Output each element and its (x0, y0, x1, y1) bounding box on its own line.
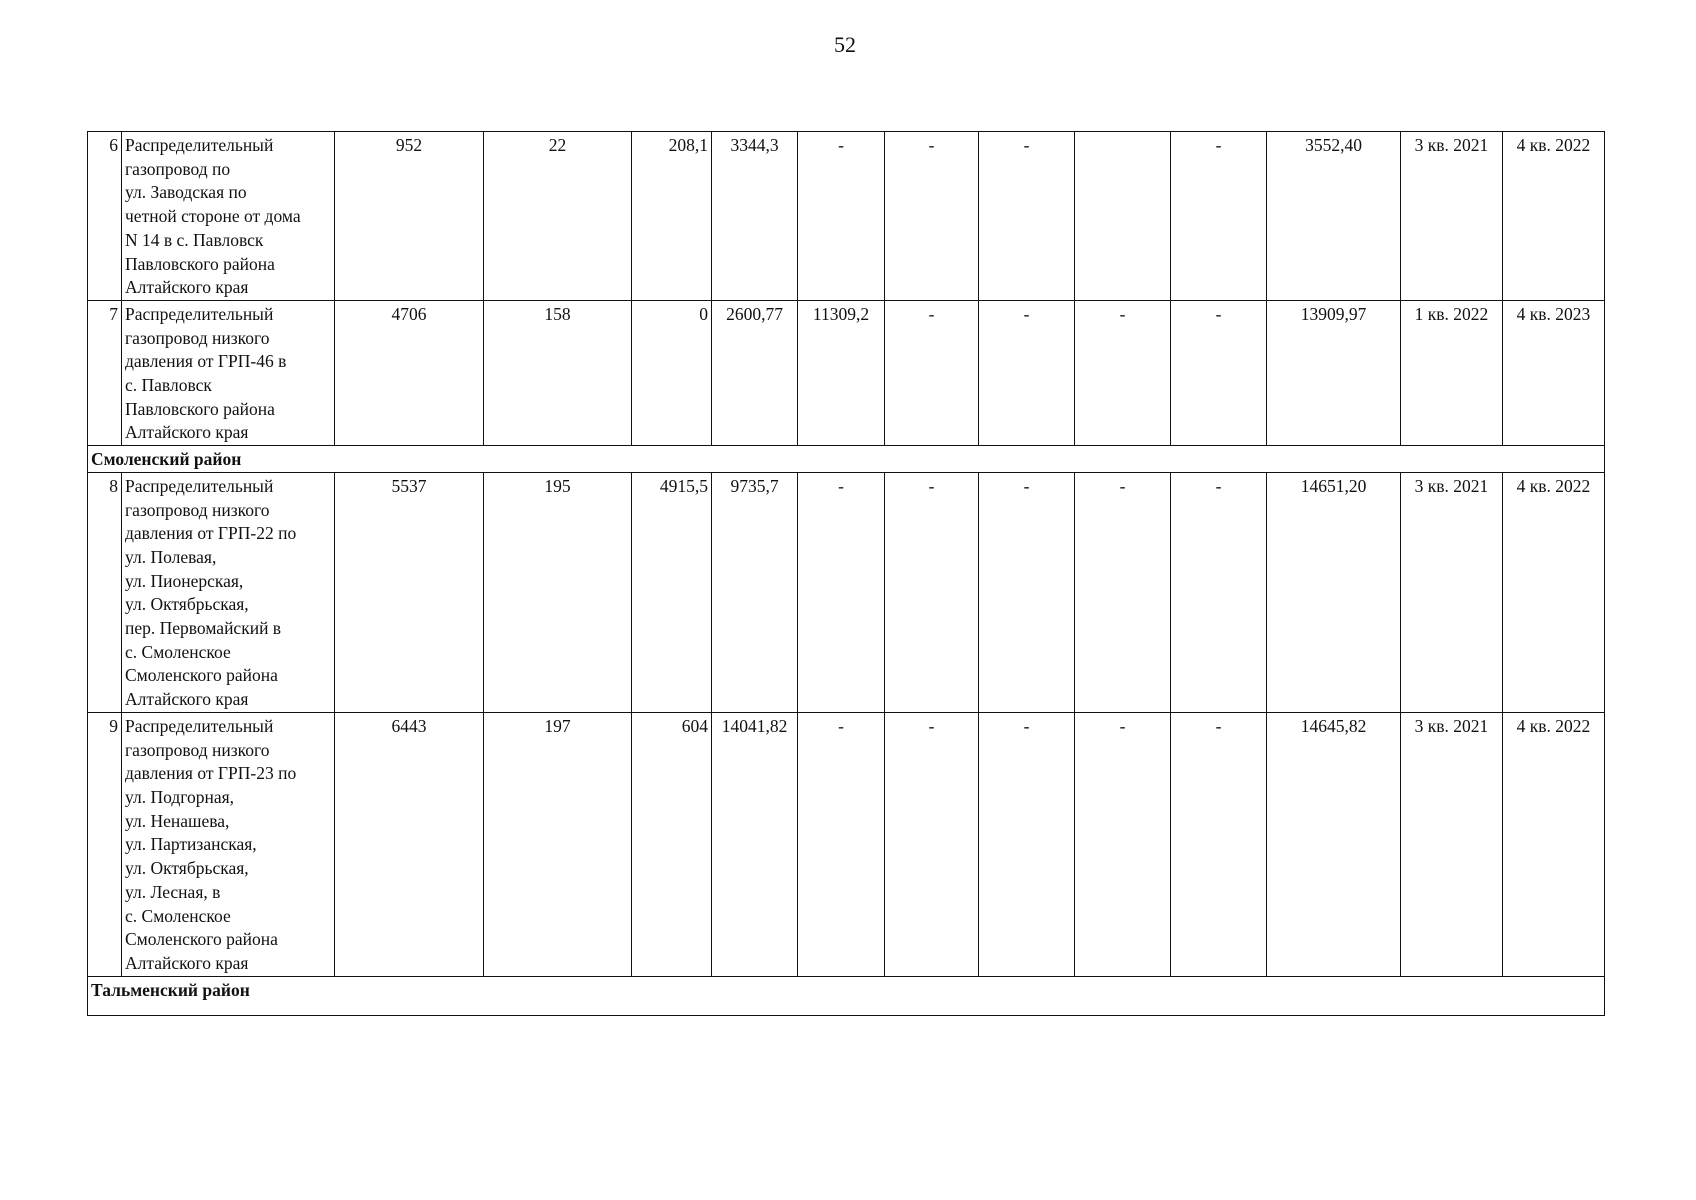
object-name (122, 300, 335, 445)
value-cell: 5537 (335, 472, 484, 712)
value-cell: 2600,77 (712, 300, 798, 445)
object-name-line: ул. Октябрьская, (125, 858, 249, 879)
value-cell: - (885, 300, 979, 445)
object-name-line: ул. Октябрьская, (125, 594, 249, 615)
value-cell: - (979, 712, 1075, 976)
value-cell: 3552,40 (1267, 132, 1401, 301)
value-cell: 1 кв. 2022 (1401, 300, 1503, 445)
object-name-line: с. Смоленское (125, 641, 231, 662)
object-name-line: Распределительный (125, 303, 274, 324)
object-name-line: давления от ГРП-23 по (125, 763, 297, 784)
row-number: 9 (88, 712, 122, 976)
value-cell: 4706 (335, 300, 484, 445)
row-number: 6 (88, 132, 122, 301)
region-title: Тальменский район (88, 976, 1605, 1015)
object-name-line: Алтайского края (125, 952, 249, 973)
value-cell: 4 кв. 2022 (1503, 132, 1605, 301)
object-name-line: ул. Партизанская, (125, 834, 257, 855)
value-cell: - (979, 472, 1075, 712)
object-name (122, 712, 335, 976)
object-name-line: газопровод низкого (125, 327, 270, 348)
region-title: Смоленский район (88, 446, 1605, 473)
object-name-line: Распределительный (125, 135, 274, 155)
object-name-line: давления от ГРП-22 по (125, 523, 297, 544)
object-name-line: Распределительный (125, 715, 274, 736)
object-name-line: N 14 в с. Павловск (125, 229, 264, 250)
object-name-line: газопровод по (125, 158, 231, 179)
region-row (88, 446, 1605, 473)
value-cell: 952 (335, 132, 484, 301)
object-name-line: газопровод низкого (125, 499, 270, 520)
object-name-line: Павловского района (125, 253, 275, 274)
value-cell: - (1075, 712, 1171, 976)
value-cell: - (1075, 300, 1171, 445)
value-cell: 14645,82 (1267, 712, 1401, 976)
value-cell: 9735,7 (712, 472, 798, 712)
object-name-line: Смоленского района (125, 929, 278, 950)
object-name-line: ул. Полевая, (125, 546, 217, 567)
value-cell: - (1171, 132, 1267, 301)
value-cell: 604 (632, 712, 712, 976)
value-cell: - (798, 712, 885, 976)
value-cell: 3 кв. 2021 (1401, 132, 1503, 301)
object-name (122, 132, 335, 301)
value-cell: - (1171, 472, 1267, 712)
value-cell: 14651,20 (1267, 472, 1401, 712)
object-name-line: пер. Первомайский в (125, 618, 282, 639)
value-cell: - (979, 132, 1075, 301)
object-name-line: газопровод низкого (125, 739, 270, 760)
value-cell: 4915,5 (632, 472, 712, 712)
object-name-line: ул. Подгорная, (125, 786, 235, 807)
object-name-line: Алтайского края (125, 689, 249, 710)
value-cell: 158 (484, 300, 632, 445)
value-cell: 11309,2 (798, 300, 885, 445)
value-cell: 6443 (335, 712, 484, 976)
object-name-line: четной стороне от дома (125, 206, 301, 227)
region-row (88, 976, 1605, 1015)
value-cell: 197 (484, 712, 632, 976)
value-cell: 4 кв. 2022 (1503, 472, 1605, 712)
value-cell: 4 кв. 2023 (1503, 300, 1605, 445)
object-name (122, 472, 335, 712)
object-name-line: ул. Заводская по (125, 182, 247, 203)
table-body (88, 132, 1605, 1016)
row-number: 7 (88, 300, 122, 445)
value-cell: - (1171, 300, 1267, 445)
value-cell: - (1075, 472, 1171, 712)
object-name-line: Алтайского края (125, 422, 249, 443)
object-name-line: давления от ГРП-46 в (125, 351, 287, 372)
object-name-line: Распределительный (125, 475, 274, 496)
table-row (88, 712, 1605, 976)
value-cell: 3 кв. 2021 (1401, 712, 1503, 976)
value-cell: 3 кв. 2021 (1401, 472, 1503, 712)
object-name-line: с. Смоленское (125, 905, 231, 926)
value-cell: - (1171, 712, 1267, 976)
object-name-line: ул. Пионерская, (125, 570, 244, 591)
table-row (88, 132, 1605, 301)
value-cell: 208,1 (632, 132, 712, 301)
value-cell: - (885, 472, 979, 712)
value-cell: - (798, 472, 885, 712)
table-row (88, 472, 1605, 712)
value-cell (1075, 132, 1171, 301)
value-cell: - (798, 132, 885, 301)
object-name-line: Алтайского края (125, 277, 249, 298)
value-cell: 14041,82 (712, 712, 798, 976)
value-cell: 3344,3 (712, 132, 798, 301)
value-cell: 195 (484, 472, 632, 712)
object-name-line: Павловского района (125, 398, 275, 419)
value-cell: 13909,97 (1267, 300, 1401, 445)
value-cell: - (979, 300, 1075, 445)
object-name-line: Смоленского района (125, 665, 278, 686)
page-number: 52 (834, 32, 856, 57)
object-name-line: ул. Лесная, в (125, 881, 221, 902)
value-cell: - (885, 132, 979, 301)
value-cell: 0 (632, 300, 712, 445)
value-cell: - (885, 712, 979, 976)
row-number: 8 (88, 472, 122, 712)
value-cell: 4 кв. 2022 (1503, 712, 1605, 976)
object-name-line: с. Павловск (125, 375, 212, 396)
program-table (87, 131, 1605, 1016)
table-row (88, 300, 1605, 445)
object-name-line: ул. Ненашева, (125, 810, 230, 831)
value-cell: 22 (484, 132, 632, 301)
